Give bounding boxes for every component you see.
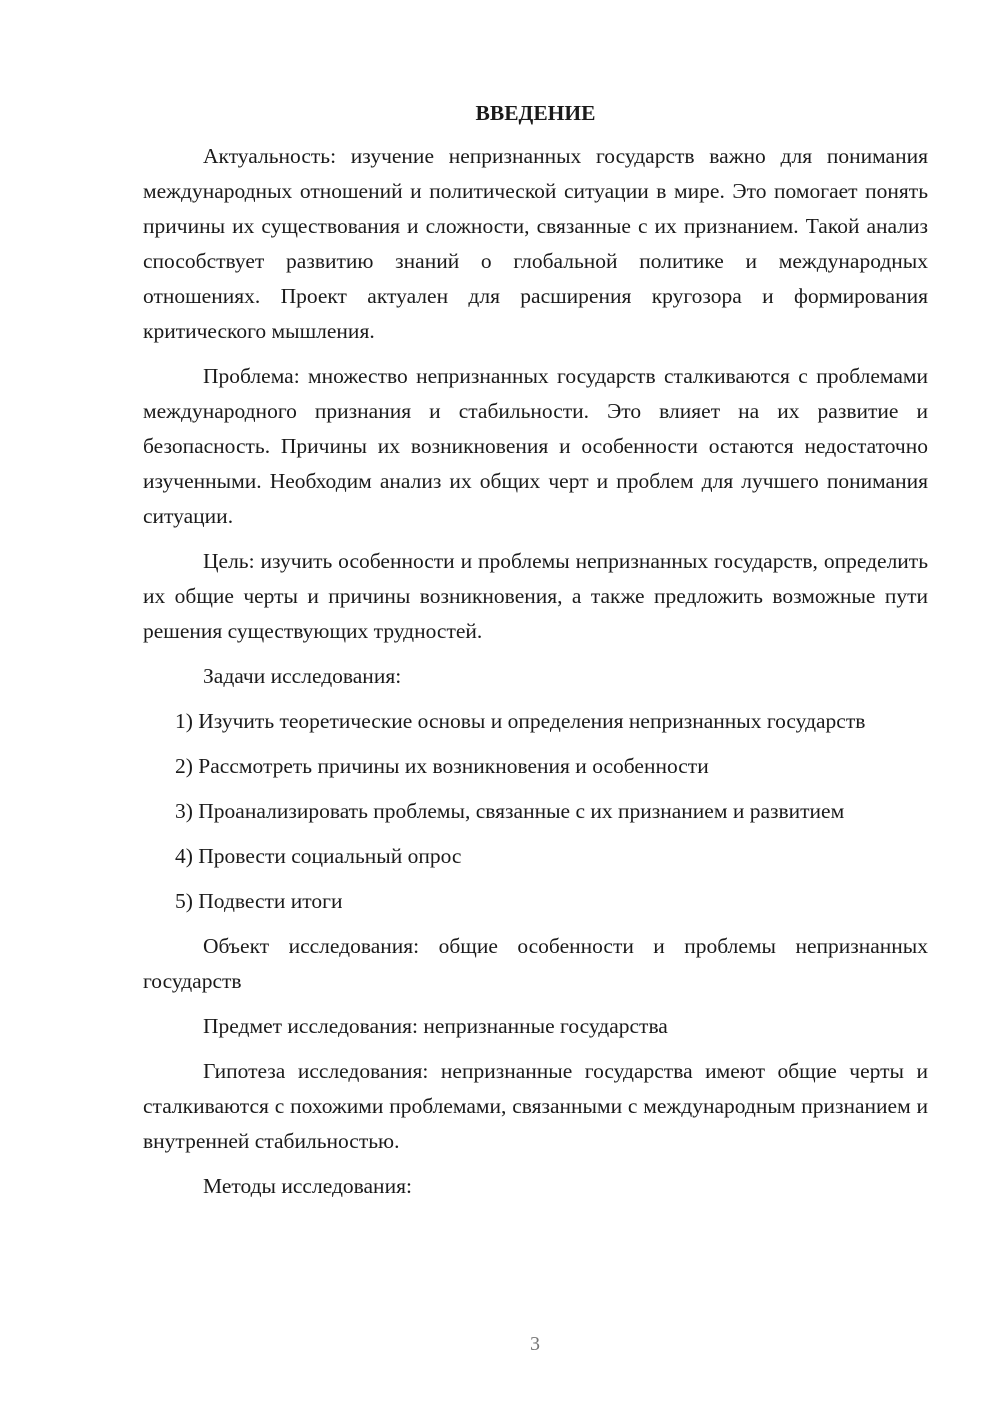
paragraph-goal: Цель: изучить особенности и проблемы непризнанных государств, определить их общие черты и причины возникновения, а также предложить возможные пути решения существующих трудностей. [143,549,928,643]
paragraph-subject: Предмет исследования: непризнанные государства [203,1014,668,1038]
task-item-4: 4) Провести социальный опрос [175,844,462,868]
task-item-2: 2) Рассмотреть причины их возникновения и особенности [175,754,709,778]
task-item-1: 1) Изучить теоретические основы и определения непризнанных государств [175,709,866,733]
tasks-heading: Задачи исследования: [203,664,402,688]
paragraph-problem: Проблема: множество непризнанных государств сталкиваются с проблемами международного признания и стабильности. Это влияет на их развитие и безопасность. Причины их возникновения и особенности остаются недостаточно изученными. Необходим анализ их общих черт и проблем для лучшего понимания ситуации. [143,364,928,528]
task-item-3: 3) Проанализировать проблемы, связанные с их признанием и развитием [175,799,845,823]
page-number: 3 [530,1333,540,1355]
page-content [143,96,928,1214]
task-item-5: 5) Подвести итоги [175,889,343,913]
paragraph-hypothesis: Гипотеза исследования: непризнанные государства имеют общие черты и сталкиваются с похожими проблемами, связанными с международным признанием и внутренней стабильностью. [143,1059,928,1153]
paragraph-object: Объект исследования: общие особенности и проблемы непризнанных государств [143,934,928,993]
section-title: ВВЕДЕНИЕ [475,101,596,125]
paragraph-relevance: Актуальность: изучение непризнанных государств важно для понимания международных отношений и политической ситуации в мире. Это помогает понять причины их существования и сложности, связанные с их признанием. Такой анализ способствует развитию знаний о глобальной политике и международных отношениях. Проект актуален для расширения кругозора и формирования критического мышления. [143,144,928,343]
paragraph-methods: Методы исследования: [203,1174,412,1198]
